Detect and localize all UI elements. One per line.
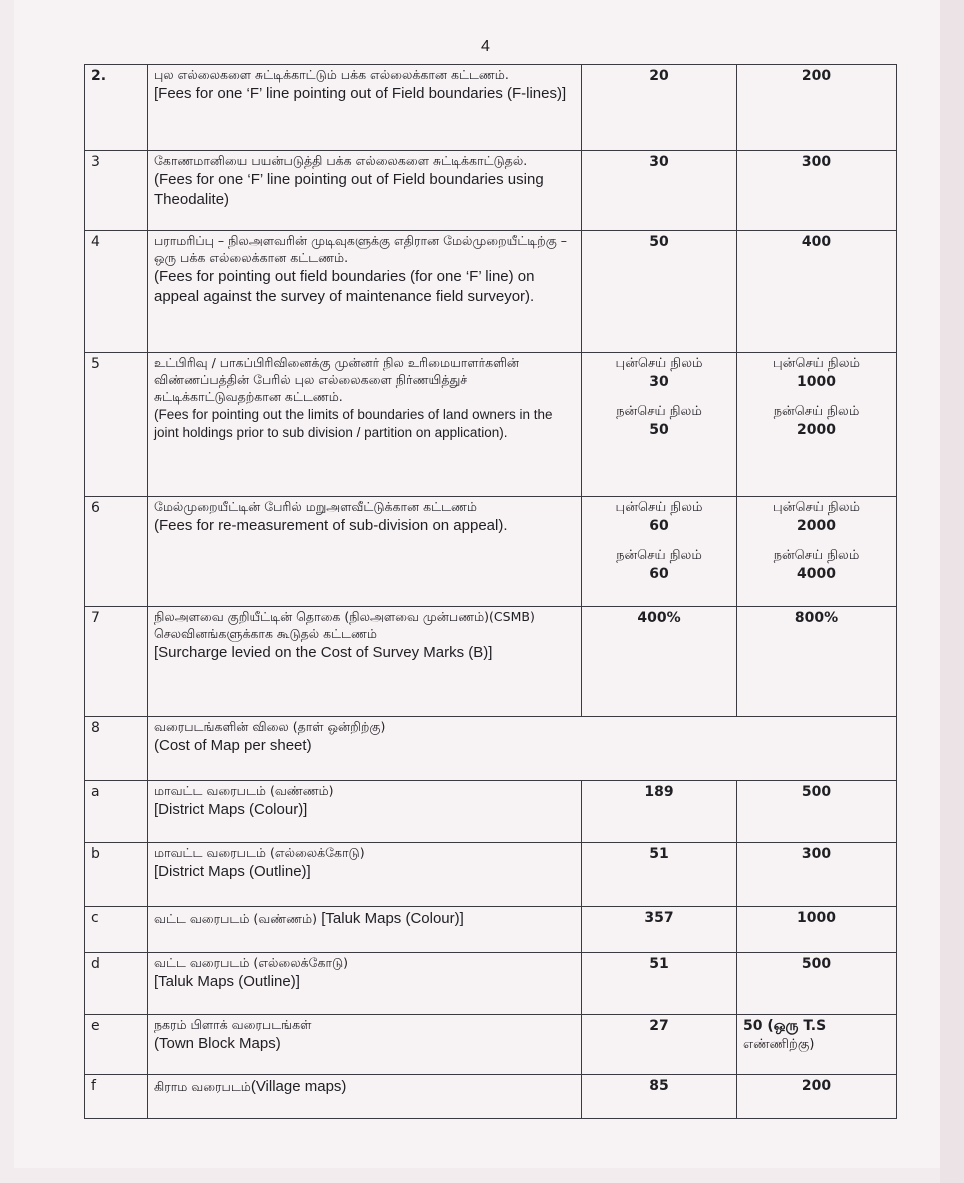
table-row	[85, 717, 897, 781]
wet-land-fee: 2000	[797, 421, 836, 438]
row-number: 7	[85, 607, 148, 717]
old-fee: 357	[582, 907, 737, 953]
row-description	[148, 1075, 582, 1119]
dry-land-label: புன்செய் நிலம்	[615, 356, 703, 371]
old-fee: 51	[582, 843, 737, 907]
table-row	[85, 1075, 897, 1119]
old-fee: 50	[582, 231, 737, 353]
english-text: [Surcharge levied on the Cost of Survey Marks (B)]	[154, 643, 493, 661]
row-number: 4	[85, 231, 148, 353]
english-text: [District Maps (Outline)]	[154, 862, 311, 880]
table-row	[85, 907, 897, 953]
row-description	[148, 717, 897, 781]
new-fee: 800%	[737, 607, 897, 717]
old-fee: 20	[582, 65, 737, 151]
tamil-text: வட்ட வரைபடம் (எல்லைக்கோடு)	[154, 955, 349, 970]
new-fee	[737, 1015, 897, 1075]
row-description	[148, 607, 582, 717]
old-fee: 51	[582, 953, 737, 1015]
table-row	[85, 231, 897, 353]
dry-land-fee: 60	[649, 517, 669, 534]
wet-land-label: நன்செய் நிலம்	[773, 404, 860, 420]
tamil-text: வரைபடங்களின் விலை (தாள் ஒன்றிற்கு)	[154, 719, 386, 734]
row-number: 5	[85, 353, 148, 497]
table-row	[85, 151, 897, 231]
fees-table	[84, 64, 897, 1119]
wet-land-fee: 4000	[797, 565, 836, 582]
row-number: 3	[85, 151, 148, 231]
wet-land-label: நன்செய் நிலம்	[773, 548, 860, 564]
new-fee: 500	[737, 781, 897, 843]
old-fee: 27	[582, 1015, 737, 1075]
tamil-text: மேல்முறையீட்டின் பேரில் மறுஅளவீட்டுக்கான கட்டணம்	[154, 499, 477, 514]
row-description	[148, 953, 582, 1015]
english-text: (Fees for re-measurement of sub-division on appeal).	[154, 516, 508, 534]
page-edge	[940, 0, 964, 1183]
new-fee: 300	[737, 843, 897, 907]
row-number: b	[85, 843, 148, 907]
english-text: (Cost of Map per sheet)	[154, 736, 312, 754]
new-fee: 200	[737, 1075, 897, 1119]
tamil-text: உட்பிரிவு / பாகப்பிரிவினைக்கு முன்னர் நில உரிமையாளர்களின் விண்ணப்பத்தின் பேரில் புல எல்லைகளை நிர்ணயித்துச் சுட்டிக்காட்டுவதற்கான கட்டணம்.	[154, 355, 520, 404]
english-text: (Fees for pointing out field boundaries (for one ‘F’ line) on appeal against the survey of maintenance field surveyor).	[154, 267, 535, 305]
new-fee: 1000	[737, 907, 897, 953]
dry-land-label: புன்செய் நிலம்	[773, 500, 860, 515]
row-description	[148, 231, 582, 353]
tamil-text: மாவட்ட வரைபடம் (எல்லைக்கோடு)	[154, 845, 365, 860]
dry-land-fee: 2000	[797, 517, 836, 534]
row-description	[148, 907, 582, 953]
wet-land-fee: 50	[649, 421, 669, 438]
table-row	[85, 1015, 897, 1075]
tamil-text: மாவட்ட வரைபடம் (வண்ணம்)	[154, 783, 334, 798]
dry-land-label: புன்செய் நிலம்	[615, 500, 703, 515]
row-number: 6	[85, 497, 148, 607]
wet-land-label: நன்செய் நிலம்	[616, 548, 702, 564]
dry-land-label: புன்செய் நிலம்	[773, 356, 860, 371]
table-row	[85, 353, 897, 497]
old-fee: 400%	[582, 607, 737, 717]
english-text: [Fees for one ‘F’ line pointing out of Field boundaries (F-lines)]	[154, 84, 567, 102]
table-row	[85, 497, 897, 607]
tamil-text: புல எல்லைகளை சுட்டிக்காட்டும் பக்க எல்லைக்கான கட்டணம்.	[154, 67, 509, 82]
old-fee: 189	[582, 781, 737, 843]
row-number: a	[85, 781, 148, 843]
row-number: f	[85, 1075, 148, 1119]
wet-land-label: நன்செய் நிலம்	[616, 404, 702, 420]
row-number: d	[85, 953, 148, 1015]
english-text: (Fees for pointing out the limits of boundaries of land owners in the joint holdings prior to sub division / partition on application).	[154, 406, 553, 440]
old-fee	[582, 497, 737, 607]
row-description	[148, 1015, 582, 1075]
table-row	[85, 953, 897, 1015]
row-description	[148, 151, 582, 231]
row-number: e	[85, 1015, 148, 1075]
row-description	[148, 843, 582, 907]
tamil-text: கோணமானியை பயன்படுத்தி பக்க எல்லைகளை சுட்டிக்காட்டுதல்.	[154, 153, 528, 168]
table-row	[85, 607, 897, 717]
dry-land-fee: 30	[649, 373, 669, 390]
row-description	[148, 497, 582, 607]
dry-land-fee: 1000	[797, 373, 836, 390]
old-fee	[582, 353, 737, 497]
table-row	[85, 781, 897, 843]
row-description	[148, 65, 582, 151]
english-text: (Fees for one ‘F’ line pointing out of Field boundaries using Theodalite)	[154, 170, 544, 209]
tamil-text: வட்ட வரைபடம் (வண்ணம்)	[154, 911, 317, 926]
tamil-text: கிராம வரைபடம்	[154, 1079, 251, 1094]
row-description	[148, 353, 582, 497]
row-number: 2.	[85, 65, 148, 151]
table-row	[85, 65, 897, 151]
new-fee	[737, 497, 897, 607]
old-fee: 85	[582, 1075, 737, 1119]
row-number: 8	[85, 717, 148, 781]
new-fee: 500	[737, 953, 897, 1015]
new-fee-line-2: எண்ணிற்கு)	[743, 1036, 815, 1052]
row-number: c	[85, 907, 148, 953]
english-text: (Village maps)	[250, 1078, 347, 1095]
english-text: (Town Block Maps)	[154, 1034, 281, 1052]
table-row	[85, 843, 897, 907]
english-text: [Taluk Maps (Outline)]	[154, 972, 300, 990]
new-fee	[737, 353, 897, 497]
tamil-text: நிலஅளவை குறியீட்டின் தொகை (நிலஅளவை முன்பணம்)(CSMB) செலவினங்களுக்காக கூடுதல் கட்டணம்	[154, 609, 535, 641]
new-fee: 300	[737, 151, 897, 231]
new-fee: 400	[737, 231, 897, 353]
page-number: 4	[481, 38, 490, 55]
new-fee: 200	[737, 65, 897, 151]
english-text: [Taluk Maps (Colour)]	[321, 910, 464, 927]
wet-land-fee: 60	[649, 565, 669, 582]
row-description	[148, 781, 582, 843]
tamil-text: பராமரிப்பு – நிலஅளவரின் முடிவுகளுக்கு எதிரான மேல்முறையீட்டிற்கு – ஒரு பக்க எல்லைக்கான கட்டணம்.	[154, 233, 568, 265]
tamil-text: நகரம் பிளாக் வரைபடங்கள்	[154, 1017, 312, 1032]
english-text: [District Maps (Colour)]	[154, 800, 308, 818]
new-fee-line-1: 50 (ஒரு T.S	[743, 1018, 827, 1034]
old-fee: 30	[582, 151, 737, 231]
